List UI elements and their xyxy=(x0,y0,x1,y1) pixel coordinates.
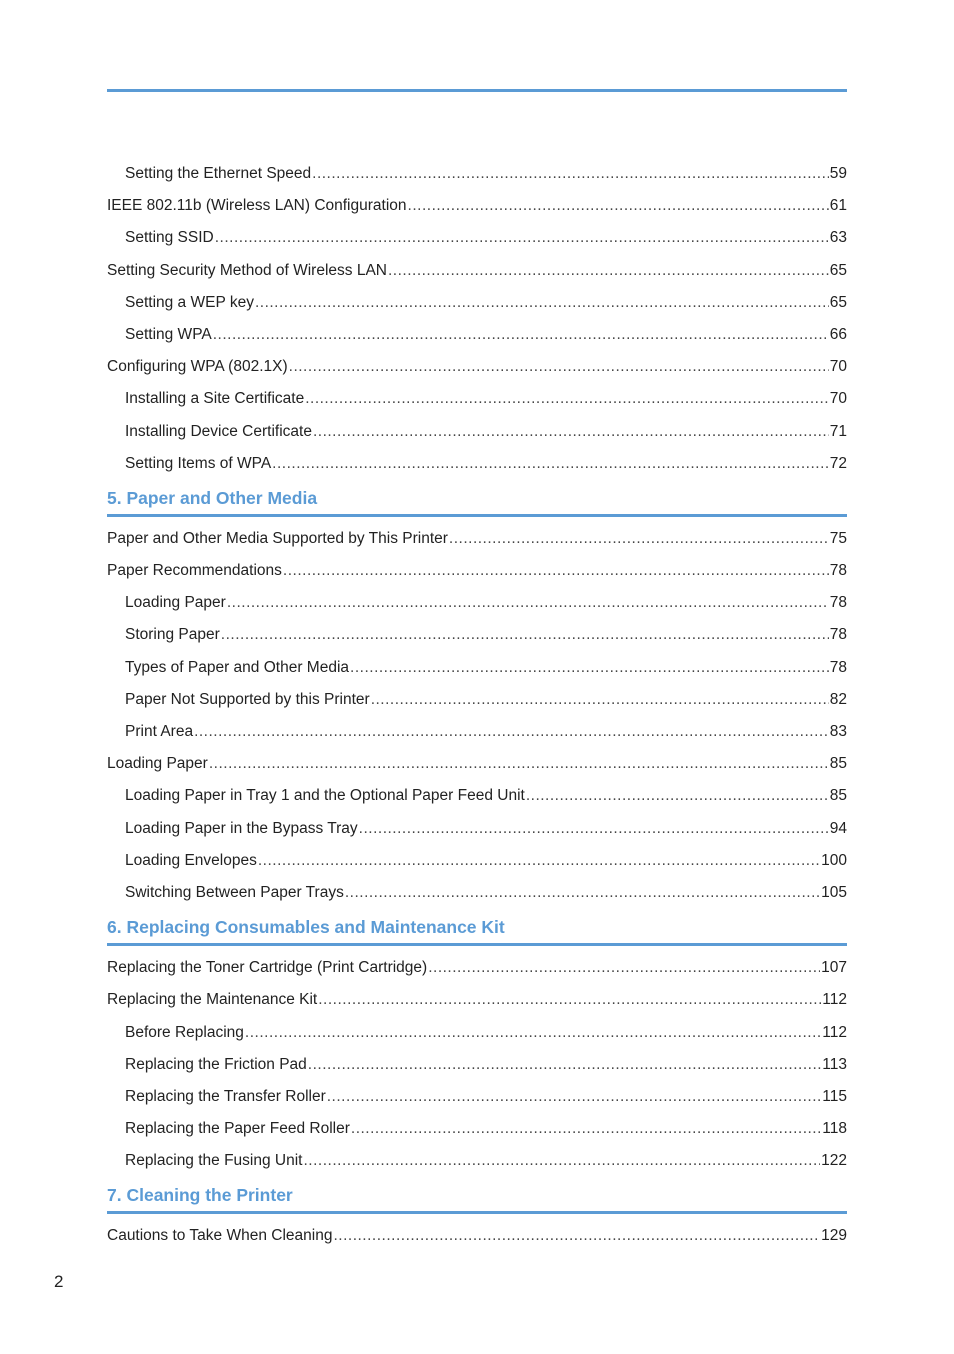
dot-leader xyxy=(351,1113,821,1145)
toc-entry-title: Replacing the Toner Cartridge (Print Cartridge) xyxy=(107,959,428,977)
toc-entry-title: Replacing the Maintenance Kit xyxy=(107,991,318,1009)
dot-leader xyxy=(371,684,829,716)
dot-leader xyxy=(215,222,829,254)
dot-leader xyxy=(333,1220,820,1252)
toc-entry-page: 70 xyxy=(829,358,847,376)
toc-entry-page: 78 xyxy=(829,626,847,644)
toc-entry[interactable] xyxy=(107,555,847,587)
toc-entry-title: Loading Paper in the Bypass Tray xyxy=(125,819,358,837)
toc-entry[interactable] xyxy=(107,222,847,254)
dot-leader xyxy=(359,813,829,845)
toc-entry-title: Replacing the Transfer Roller xyxy=(125,1087,326,1105)
toc-entry-title: IEEE 802.11b (Wireless LAN) Configuration xyxy=(107,197,407,215)
toc-entry-page: 59 xyxy=(829,165,847,182)
toc-entry-title: Installing a Site Certificate xyxy=(125,390,305,408)
toc-entry[interactable] xyxy=(107,287,847,319)
toc-entry-title: Setting the Ethernet Speed xyxy=(125,165,312,182)
toc-entry[interactable] xyxy=(107,383,847,415)
dot-leader xyxy=(304,1145,821,1177)
dot-leader xyxy=(327,1081,822,1113)
toc-entry-page: 78 xyxy=(829,658,847,676)
toc-entry-title: Storing Paper xyxy=(125,626,220,644)
toc-entry-title: Types of Paper and Other Media xyxy=(125,658,350,676)
toc-entry[interactable] xyxy=(107,255,847,287)
toc-entry-title: Installing Device Certificate xyxy=(125,422,312,440)
dot-leader xyxy=(388,255,829,287)
toc-entry[interactable] xyxy=(107,1145,847,1177)
toc-entry[interactable] xyxy=(107,1081,847,1113)
toc-entry-page: 118 xyxy=(822,1120,847,1138)
toc-entry-title: Configuring WPA (802.1X) xyxy=(107,358,288,376)
toc-entry[interactable] xyxy=(107,684,847,716)
toc-entry-title: Replacing the Friction Pad xyxy=(125,1055,307,1073)
toc-entry-page: 82 xyxy=(829,690,847,708)
toc-entry-title: Paper and Other Media Supported by This Printer xyxy=(107,529,448,547)
toc-entry-page: 113 xyxy=(822,1055,847,1073)
toc-entry-title: Setting Security Method of Wireless LAN xyxy=(107,261,387,279)
dot-leader xyxy=(227,587,829,619)
toc-entry[interactable] xyxy=(107,190,847,222)
toc-entry-page: 100 xyxy=(821,851,847,869)
toc-entry[interactable] xyxy=(107,813,847,845)
toc-entry[interactable] xyxy=(107,448,847,480)
dot-leader xyxy=(449,523,829,555)
toc-section-heading[interactable]: 5. Paper and Other Media xyxy=(107,484,847,517)
toc-entry-title: Replacing the Paper Feed Roller xyxy=(125,1120,350,1138)
toc-entry-title: Switching Between Paper Trays xyxy=(125,883,344,901)
toc-entry[interactable] xyxy=(107,416,847,448)
toc-entry[interactable] xyxy=(107,1113,847,1145)
table-of-contents xyxy=(107,158,847,1253)
toc-entry-page: 85 xyxy=(829,787,847,805)
dot-leader xyxy=(312,158,829,190)
toc-entry[interactable] xyxy=(107,984,847,1016)
toc-entry-page: 105 xyxy=(821,883,847,901)
toc-entry-title: Loading Paper in Tray 1 and the Optional Paper Feed Unit xyxy=(125,787,525,805)
dot-leader xyxy=(526,780,829,812)
toc-entry-page: 115 xyxy=(822,1087,847,1105)
dot-leader xyxy=(350,652,829,684)
toc-entry[interactable] xyxy=(107,1017,847,1049)
toc-entry[interactable] xyxy=(107,780,847,812)
header-rule xyxy=(107,89,847,92)
toc-entry[interactable] xyxy=(107,523,847,555)
dot-leader xyxy=(221,619,829,651)
toc-entry-page: 94 xyxy=(829,819,847,837)
toc-entry[interactable] xyxy=(107,1220,847,1252)
dot-leader xyxy=(213,319,829,351)
toc-entry[interactable] xyxy=(107,952,847,984)
dot-leader xyxy=(258,845,820,877)
toc-entry-page: 122 xyxy=(821,1152,847,1170)
dot-leader xyxy=(305,383,829,415)
toc-entry-title: Cautions to Take When Cleaning xyxy=(107,1227,333,1245)
dot-leader xyxy=(209,748,829,780)
toc-entry-title: Loading Paper xyxy=(107,755,208,773)
toc-entry-page: 78 xyxy=(829,594,847,612)
toc-entry[interactable] xyxy=(107,158,847,190)
dot-leader xyxy=(345,877,820,909)
dot-leader xyxy=(428,952,820,984)
dot-leader xyxy=(308,1049,821,1081)
toc-entry[interactable] xyxy=(107,877,847,909)
toc-entry-page: 85 xyxy=(829,755,847,773)
toc-entry[interactable] xyxy=(107,1049,847,1081)
toc-entry-title: Setting SSID xyxy=(125,229,214,247)
dot-leader xyxy=(313,416,829,448)
page-number: 2 xyxy=(54,1272,64,1291)
toc-entry-page: 112 xyxy=(822,991,847,1009)
toc-section-heading[interactable]: 6. Replacing Consumables and Maintenance Kit xyxy=(107,913,847,946)
dot-leader xyxy=(283,555,829,587)
dot-leader xyxy=(272,448,829,480)
toc-entry-title: Paper Not Supported by this Printer xyxy=(125,690,370,708)
dot-leader xyxy=(408,190,829,222)
toc-entry-page: 129 xyxy=(821,1227,847,1245)
toc-entry[interactable] xyxy=(107,716,847,748)
toc-entry-page: 83 xyxy=(829,723,847,740)
toc-entry-page: 63 xyxy=(829,229,847,247)
toc-entry-title: Print Area xyxy=(125,723,194,740)
toc-entry[interactable] xyxy=(107,351,847,383)
dot-leader xyxy=(194,716,829,748)
toc-entry-title: Paper Recommendations xyxy=(107,562,282,580)
toc-entry-page: 71 xyxy=(829,422,847,440)
dot-leader xyxy=(255,287,829,319)
toc-entry[interactable] xyxy=(107,587,847,619)
dot-leader xyxy=(289,351,829,383)
toc-entry-page: 107 xyxy=(821,959,847,977)
toc-entry-title: Loading Paper xyxy=(125,594,226,612)
toc-entry-page: 78 xyxy=(829,562,847,580)
toc-entry-page: 66 xyxy=(829,325,847,343)
toc-entry[interactable] xyxy=(107,845,847,877)
toc-entry[interactable] xyxy=(107,319,847,351)
toc-entry[interactable] xyxy=(107,619,847,651)
toc-section-heading[interactable]: 7. Cleaning the Printer xyxy=(107,1181,847,1214)
dot-leader xyxy=(245,1017,821,1049)
toc-entry-title: Before Replacing xyxy=(125,1023,244,1041)
toc-entry-page: 65 xyxy=(829,261,847,279)
toc-entry[interactable] xyxy=(107,748,847,780)
toc-entry-title: Setting a WEP key xyxy=(125,293,254,311)
toc-entry-title: Replacing the Fusing Unit xyxy=(125,1152,303,1170)
toc-entry[interactable] xyxy=(107,652,847,684)
toc-entry-page: 65 xyxy=(829,293,847,311)
toc-entry-page: 75 xyxy=(829,529,847,547)
toc-entry-title: Loading Envelopes xyxy=(125,851,257,869)
toc-entry-page: 70 xyxy=(829,390,847,408)
toc-entry-title: Setting WPA xyxy=(125,325,212,343)
toc-entry-page: 112 xyxy=(822,1023,847,1041)
toc-entry-title: Setting Items of WPA xyxy=(125,454,272,472)
toc-entry-page: 72 xyxy=(829,454,847,472)
dot-leader xyxy=(318,984,821,1016)
toc-entry-page: 61 xyxy=(829,197,847,215)
